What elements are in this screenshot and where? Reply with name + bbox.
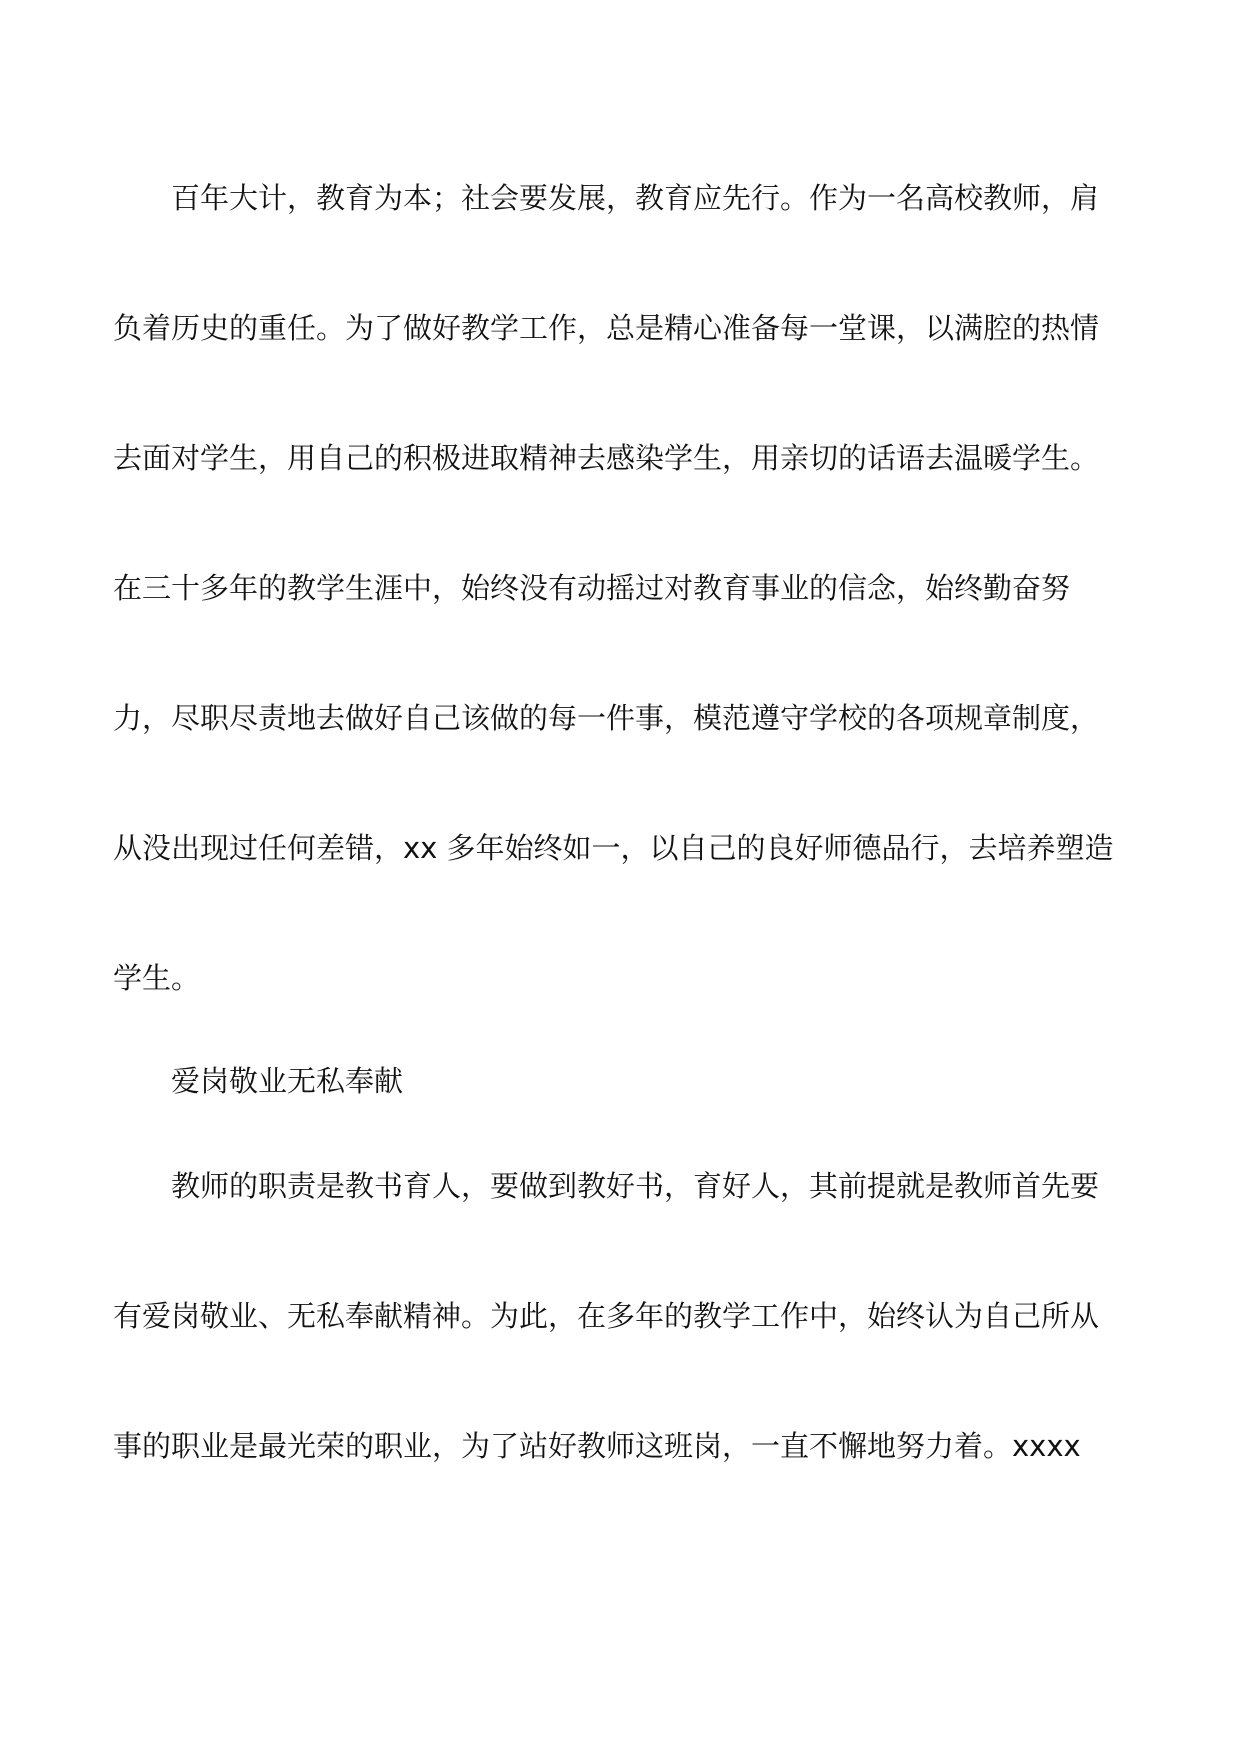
paragraph-1-line-2: 负着历史的重任。为了做好教学工作，总是精心准备每一堂课，以满腔的热情 [113,311,1100,345]
paragraph-1-line-5: 力，尽职尽责地去做好自己该做的每一件事，模范遵守学校的各项规章制度， [113,701,1100,735]
paragraph-2-line-3: 事的职业是最光荣的职业，为了站好教师这班岗，一直不懈地努力着。xxxx [113,1429,1081,1463]
paragraph-1-line-7: 学生。 [113,961,201,995]
paragraph-1-line-1: 百年大计，教育为本；社会要发展，教育应先行。作为一名高校教师，肩 [171,181,1100,215]
paragraph-1-line-4: 在三十多年的教学生涯中，始终没有动摇过对教育事业的信念，始终勤奋努 [113,571,1071,605]
section-heading: 爱岗敬业无私奉献 [171,1064,404,1098]
paragraph-1-line-6: 从没出现过任何差错，xx 多年始终如一，以自己的良好师德品行，去培养塑造 [113,831,1114,865]
paragraph-1-line-3: 去面对学生，用自己的积极进取精神去感染学生，用亲切的话语去温暖学生。 [113,441,1100,475]
paragraph-2-line-1: 教师的职责是教书育人，要做到教好书，育好人，其前提就是教师首先要 [171,1169,1100,1203]
paragraph-2-line-2: 有爱岗敬业、无私奉献精神。为此，在多年的教学工作中，始终认为自己所从 [113,1299,1100,1333]
